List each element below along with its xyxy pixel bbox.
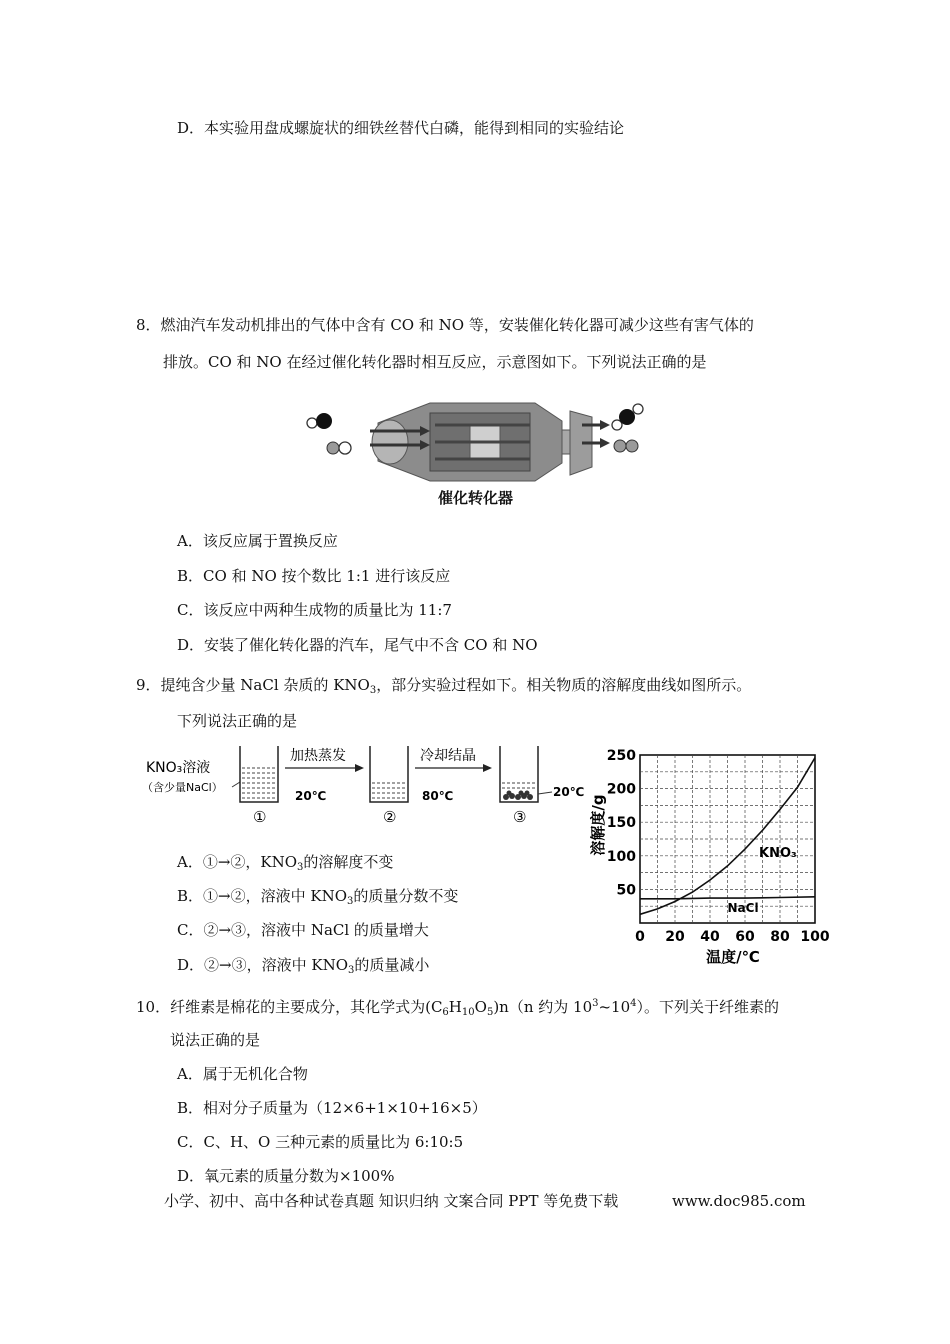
crystallization-process-diagram: [140, 738, 590, 833]
q10-option-b: B．相对分子质量为（12×6+1×10+16×5）: [177, 1099, 487, 1117]
q9-option-d: D．②→③，溶液中 $KNO_3$的质量减小: [177, 956, 430, 976]
beaker-3-number: ③: [513, 808, 527, 826]
n2-molecule-right: [614, 440, 638, 452]
x-tick-label: 0: [635, 929, 645, 945]
solubility-chart: [585, 740, 845, 970]
temp-2: 80℃: [422, 789, 454, 803]
q8-option-d: D．安装了催化转化器的汽车，尾气中不含 CO 和 NO: [177, 636, 538, 654]
q8-stem-line1: 8．燃油汽车发动机排出的气体中含有 CO 和 NO 等，安装催化转化器可减少这些有害气体的: [136, 316, 754, 334]
series-label-kno3: KNO₃: [759, 846, 797, 862]
beaker-2: [370, 746, 408, 802]
co2-molecule-right: [612, 404, 643, 430]
footer-link[interactable]: www.doc985.com: [672, 1192, 806, 1210]
q9-stem-line1: 9．提纯含少量 NaCl 杂质的 $KNO_3$，部分实验过程如下。相关物质的溶解度曲线如图所示。: [136, 676, 752, 696]
beaker-1-number: ①: [253, 808, 267, 826]
q9-option-c: C．②→③，溶液中 NaCl 的质量增大: [177, 921, 429, 939]
solution-note: （含少量NaCl）: [142, 781, 223, 794]
beaker-3: [500, 746, 538, 802]
y-tick-label: 150: [606, 815, 636, 832]
y-axis-label: 溶解度/g: [589, 794, 607, 856]
x-tick-label: 100: [800, 929, 830, 945]
footer-text: 小学、初中、高中各种试卷真题 知识归纳 文案合同 PPT 等免费下载: [164, 1192, 619, 1210]
q8-stem-line2: 排放。CO 和 NO 在经过催化转化器时相互反应，示意图如下。下列说法正确的是: [163, 353, 707, 371]
q8-option-b: B．CO 和 NO 按个数比 1:1 进行该反应: [177, 567, 451, 585]
series-label-nacl: NaCl: [727, 901, 759, 916]
temp-3: 20℃: [553, 785, 585, 799]
x-tick-label: 40: [700, 929, 720, 945]
beaker-1: [240, 746, 278, 802]
beaker-2-number: ②: [383, 808, 397, 826]
co-molecule-left: [307, 413, 332, 429]
x-tick-label: 80: [770, 929, 790, 945]
q8-option-c: C．该反应中两种生成物的质量比为 11:7: [177, 601, 452, 619]
q7-option-d: D．本实验用盘成螺旋状的细铁丝替代白磷，能得到相同的实验结论: [177, 119, 625, 137]
y-tick-label: 250: [606, 748, 636, 764]
x-axis-label: 温度/℃: [706, 948, 760, 966]
q9-option-b: B．①→②，溶液中 $KNO_3$的质量分数不变: [177, 887, 459, 907]
solution-label: KNO₃溶液: [146, 760, 211, 776]
converter-body: [370, 403, 610, 481]
q9-option-a: A．①→②，$KNO_3$的溶解度不变: [177, 853, 394, 873]
y-tick-label: 100: [606, 848, 636, 865]
q10-option-c: C．C、H、O 三种元素的质量比为 6:10:5: [177, 1133, 464, 1151]
x-tick-label: 60: [735, 929, 755, 945]
q10-option-a: A．属于无机化合物: [177, 1065, 308, 1083]
q8-option-a: A．该反应属于置换反应: [177, 532, 338, 550]
q10-stem-line1: 10．纤维素是棉花的主要成分，其化学式为$(C_6H_{10}O_5)n(n$ 约为 $10^3\sim 10^4$）。下列关于纤维素的: [136, 998, 780, 1018]
q10-option-d: D．氧元素的质量分数为×100%: [177, 1167, 395, 1185]
step-2-label: 冷却结晶: [420, 748, 476, 764]
x-tick-label: 20: [665, 929, 685, 945]
q9-stem-line2: 下列说法正确的是: [177, 712, 298, 730]
step-1-label: 加热蒸发: [290, 748, 346, 764]
q10-stem-line2: 说法正确的是: [170, 1031, 261, 1049]
y-tick-label: 50: [616, 882, 636, 899]
no-molecule-left: [327, 442, 351, 454]
y-tick-label: 200: [606, 781, 636, 798]
temp-1: 20℃: [295, 789, 327, 803]
figure-caption: 催化转化器: [438, 489, 514, 507]
